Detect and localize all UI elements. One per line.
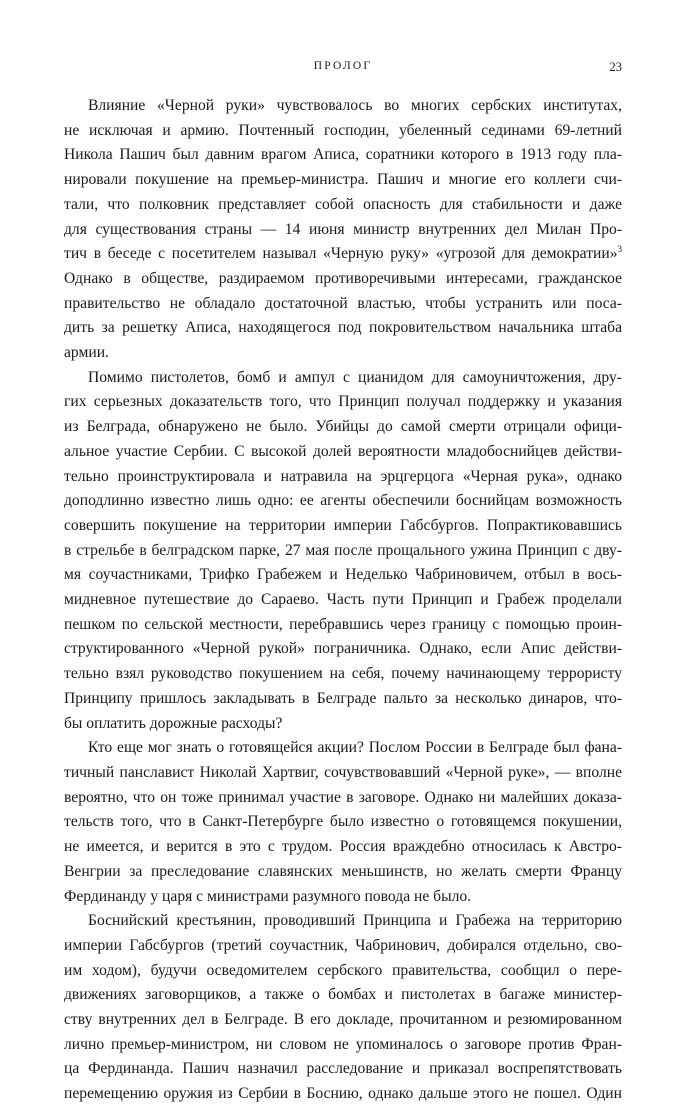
text-line: совершить покушение на территории империи Габсбургов. Попрактиковавшись bbox=[64, 516, 622, 534]
text-line: Боснийский крестьянин, проводивший Принципа и Грабежа на территорию bbox=[88, 912, 622, 930]
page-header bbox=[64, 60, 622, 80]
text-line: тельно проинструктировала и натравила на эрцгерцога «Черная рука», однако bbox=[64, 467, 622, 485]
body-text bbox=[64, 94, 622, 1107]
text-line: перемещению оружия из Сербии в Боснию, однако дальше этого не пошел. Один bbox=[64, 1085, 622, 1103]
page-number: 23 bbox=[609, 60, 622, 74]
text-line: дить за решетку Аписа, находящегося под покровительством начальника штаба bbox=[64, 319, 622, 337]
text-line: империи Габсбургов (третий соучастник, Чабринович, добирался отдельно, сво- bbox=[64, 936, 622, 954]
paragraph bbox=[64, 94, 622, 366]
text-line: доподлинно известно лишь одно: ее агенты обеспечили боснийцам возможность bbox=[64, 492, 622, 510]
text-line: Венгрии за преследование славянских меньшинств, но желать смерти Францу bbox=[64, 862, 622, 880]
text-line: Помимо пистолетов, бомб и ампул с цианидом для самоуничтожения, дру- bbox=[88, 368, 622, 386]
text-line: тельно взял руководство покушением на себя, почему начинающему террористу bbox=[64, 665, 622, 683]
text-line: из Белграда, обнаружено не было. Убийцы до самой смерти отрицали офици- bbox=[64, 418, 622, 436]
text-line: тали, что полковник представляет собой опасность для стабильности и даже bbox=[64, 195, 622, 213]
paragraph bbox=[64, 909, 622, 1107]
text-line: Никола Пашич был давним врагом Аписа, соратники которого в 1913 году пла- bbox=[64, 146, 622, 164]
text-line: лично премьер-министром, ни словом не упоминалось о заговоре против Фран- bbox=[64, 1035, 622, 1053]
text-line: Кто еще мог знать о готовящейся акции? Послом России в Белграде был фана- bbox=[88, 739, 622, 757]
text-line: Фердинанду у царя с министрами разумного повода не было. bbox=[64, 887, 472, 905]
text-line: структированного «Черной рукой» пограничника. Однако, если Апис действи- bbox=[64, 640, 622, 658]
text-line: не имеется, и верится в это с трудом. Россия враждебно относилась к Австро- bbox=[64, 838, 622, 856]
text-line: пешком по сельской местности, перебравшись через границу с помощью проин- bbox=[64, 615, 622, 633]
text-line: им ходом), будучи осведомителем сербского правительства, сообщил о пере- bbox=[64, 961, 622, 979]
text-line: правительство не обладало достаточной властью, чтобы устранить или поса- bbox=[64, 294, 622, 312]
text-line: в стрельбе в белградском парке, 27 мая после прощального ужина Принцип с дву- bbox=[64, 541, 622, 559]
text-line: для существования страны — 14 июня министр внутренних дел Милан Про- bbox=[64, 220, 622, 238]
text-line: вероятно, что он тоже принимал участие в заговоре. Однако ни малейших доказа- bbox=[64, 788, 622, 806]
text-line: ству внутренних дел в Белграде. В его докладе, прочитанном и резюмированном bbox=[64, 1011, 622, 1029]
text-line: ца Фердинанда. Пашич назначил расследование и приказал воспрепятствовать bbox=[64, 1060, 622, 1078]
text-line: Принципу пришлось закладывать в Белграде пальто за несколько динаров, что- bbox=[64, 689, 622, 707]
text-line: тельств того, что в Санкт-Петербурге было известно о готовящемся покушении, bbox=[64, 813, 622, 831]
text-line: тич в беседе с посетителем называл «Черную руку» «угрозой для демократии»$^3$ bbox=[64, 244, 622, 263]
text-line: тичный панславист Николай Хартвиг, сочувствовавший «Черной руке», — вполне bbox=[64, 763, 622, 781]
text-line: гих серьезных доказательств того, что Принцип получал поддержку и указания bbox=[64, 393, 622, 411]
text-line: не исключая и армию. Почтенный господин, убеленный сединами 69-летний bbox=[64, 121, 622, 139]
text-line: бы оплатить дорожные расходы? bbox=[64, 714, 283, 732]
text-line: движениях заговорщиков, а также о бомбах и пистолетах в багаже министер- bbox=[64, 986, 622, 1004]
paragraph bbox=[64, 366, 622, 737]
paragraph bbox=[64, 736, 622, 909]
text-line: мидневное путешествие до Сараево. Часть пути Принцип и Грабеж проделали bbox=[64, 591, 622, 609]
text-line: Однако в обществе, раздираемом противоречивыми интересами, гражданское bbox=[64, 269, 622, 287]
text-line: мя соучастниками, Трифко Грабежем и Неделько Чабриновичем, отбыл в вось- bbox=[64, 566, 622, 584]
text-line: нировали покушение на премьер-министра. Пашич и многие его коллеги счи- bbox=[64, 171, 622, 189]
running-title: ПРОЛОГ bbox=[313, 60, 373, 72]
text-line: альное участие Сербии. С высокой долей вероятности младобоснийцев действи- bbox=[64, 442, 622, 460]
footnote-marker[interactable]: 3 bbox=[617, 244, 622, 255]
text-line: Влияние «Черной руки» чувствовалось во многих сербских институтах, bbox=[88, 97, 622, 114]
text-line: армии. bbox=[64, 344, 109, 362]
